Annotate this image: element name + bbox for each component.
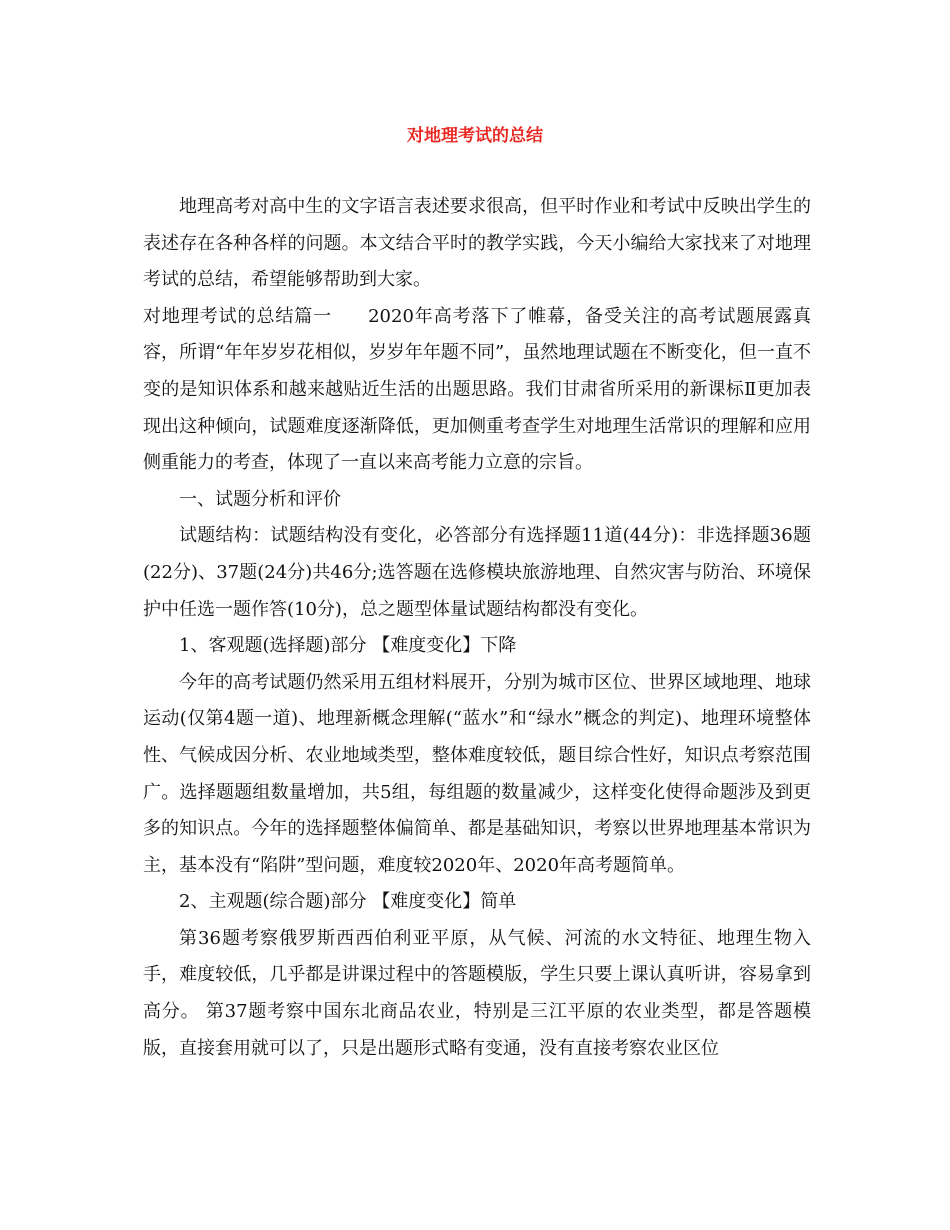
- objective-heading: 1、客观题(选择题)部分 【难度变化】下降: [179, 635, 517, 657]
- subjective-heading: 2、主观题(综合题)部分 【难度变化】简单: [179, 891, 517, 913]
- document-title: 对地理考试的总结: [407, 126, 543, 146]
- paragraph-subjective: 第36题考察俄罗斯西西伯利亚平原，从气候、河流的水文特征、地理生物入手，难度较低，几乎都是讲课过程中的答题模版，学生只要上课认真听讲，容易拿到高分。 第37题考察中国东北商品农业，特别是三江平原的农业类型，都是答题模版，直接套用就可以了，只是出题形式略有变通，没有直接考察农业区位: [143, 927, 811, 1059]
- paragraph-part1: [143, 299, 811, 482]
- part1-text: 2020年高考落下了帷幕，备受关注的高考试题展露真容，所谓“年年岁岁花相似，岁岁年年题不同”，虽然地理试题在不断变化，但一直不变的是知识体系和越来越贴近生活的出题思路。我们甘肃省所采用的新课标Ⅱ更加表现出这种倾向，试题难度逐渐降低，更加侧重考查学生对地理生活常识的理解和应用侧重能力的考查，体现了一直以来高考能力立意的宗旨。: [143, 305, 811, 474]
- document-body: [143, 189, 811, 1067]
- paragraph-structure: 试题结构：试题结构没有变化，必答部分有选择题11道(44分)：非选择题36题(22分)、37题(24分)共46分;选答题在选修模块旅游地理、自然灾害与防治、环境保护中任选一题作答(10分)，总之题型体量试题结构都没有变化。: [143, 525, 811, 620]
- paragraph-objective: 今年的高考试题仍然采用五组材料展开，分别为城市区位、世界区域地理、地球运动(仅第4题一道)、地理新概念理解(“蓝水”和“绿水”概念的判定)、地理环境整体性、气候成因分析、农业地域类型，整体难度较低，题目综合性好，知识点考察范围广。选择题题组数量增加，共5组，每组题的数量减少，这样变化使得命题涉及到更多的知识点。今年的选择题整体偏简单、都是基础知识，考察以世界地理基本常识为主，基本没有“陷阱”型问题，难度较2020年、2020年高考题简单。: [143, 671, 811, 876]
- paragraph-intro: 地理高考对高中生的文字语言表述要求很高，但平时作业和考试中反映出学生的表述存在各种各样的问题。本文结合平时的教学实践，今天小编给大家找来了对地理考试的总结，希望能够帮助到大家。: [143, 196, 811, 291]
- section-heading-analysis: 一、试题分析和评价: [179, 488, 341, 510]
- part1-heading: 对地理考试的总结篇一: [143, 305, 333, 327]
